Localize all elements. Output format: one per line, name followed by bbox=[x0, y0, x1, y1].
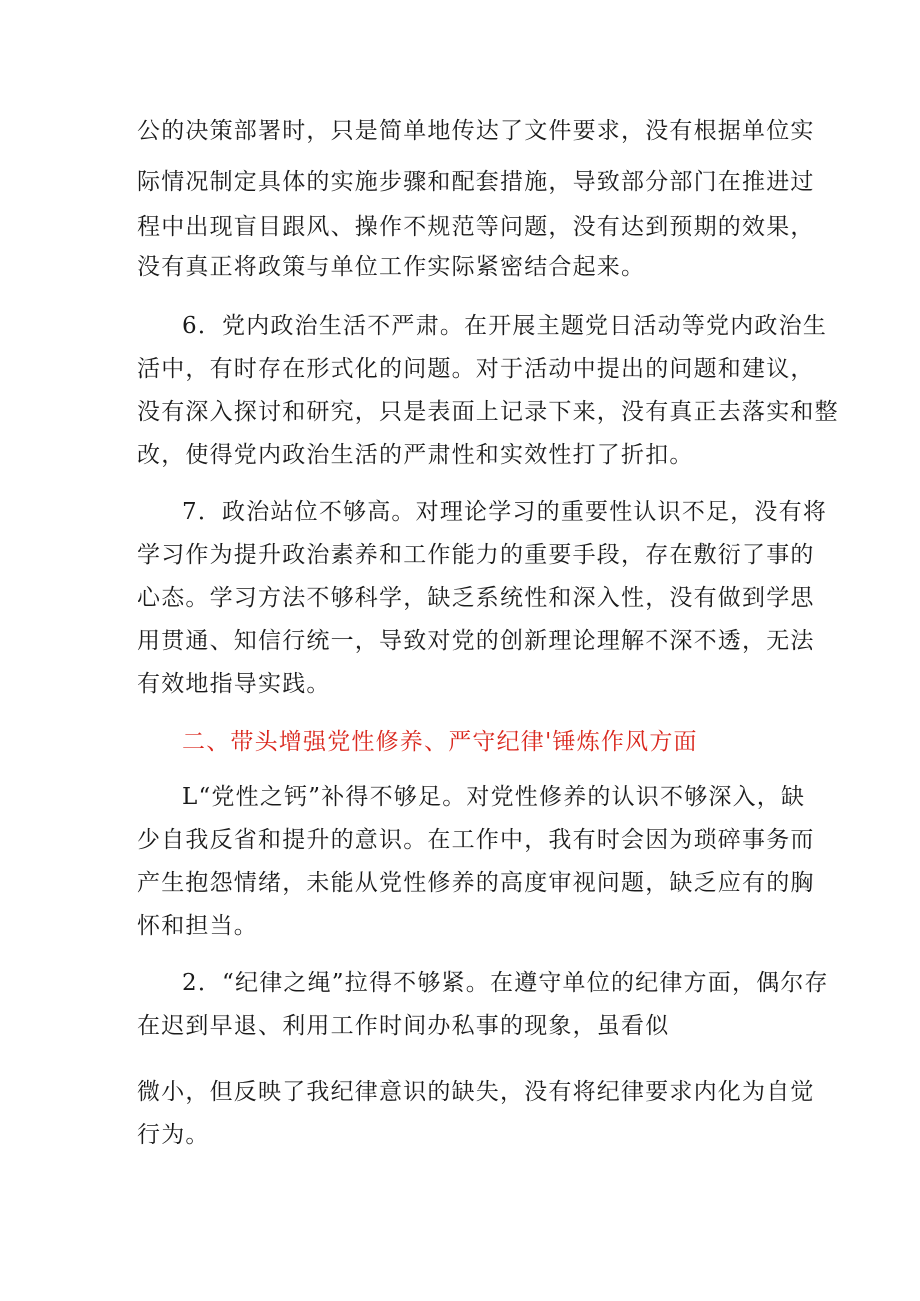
section-heading: 二、带头增强党性修养、严守纪律'锤炼作风方面 bbox=[182, 729, 698, 755]
paragraph-line: 微小，但反映了我纪律意识的缺失，没有将纪律要求内化为自觉 bbox=[137, 1079, 815, 1105]
paragraph-line: 际情况制定具体的实施步骤和配套措施，导致部分部门在推进过 bbox=[137, 169, 815, 195]
paragraph-line: 有效地指导实践。 bbox=[137, 671, 331, 697]
paragraph-line: 行为。 bbox=[137, 1122, 210, 1148]
paragraph-line: 怀和担当。 bbox=[137, 913, 258, 939]
paragraph-line: 2．“纪律之绳”拉得不够紧。在遵守单位的纪律方面，偶尔存 bbox=[182, 970, 829, 996]
paragraph-line: L“党性之钙”补得不够足。对党性修养的认识不够深入，缺 bbox=[182, 784, 806, 810]
paragraph-line: 改，使得党内政治生活的严肃性和实效性打了折扣。 bbox=[137, 442, 694, 468]
paragraph-line: 7．政治站位不够高。对理论学习的重要性认识不足，没有将 bbox=[182, 499, 828, 525]
paragraph-line: 6．党内政治生活不严肃。在开展主题党日活动等党内政治生 bbox=[182, 313, 828, 339]
paragraph-line: 没有深入探讨和研究，只是表面上记录下来，没有真正去落实和整 bbox=[137, 399, 839, 425]
paragraph-line: 活中，有时存在形式化的问题。对于活动中提出的问题和建议， bbox=[137, 356, 815, 382]
paragraph-line: 学习作为提升政治素养和工作能力的重要手段，存在敷衍了事的 bbox=[137, 542, 815, 568]
paragraph-line: 在迟到早退、利用工作时间办私事的现象，虽看似 bbox=[137, 1013, 670, 1039]
paragraph-line: 用贯通、知信行统一，导致对党的创新理论理解不深不透，无法 bbox=[137, 628, 815, 654]
paragraph-line: 产生抱怨情绪，未能从党性修养的高度审视问题，缺乏应有的胸 bbox=[137, 870, 815, 896]
paragraph-line: 心态。学习方法不够科学，缺乏系统性和深入性，没有做到学思 bbox=[137, 585, 815, 611]
paragraph-line: 少自我反省和提升的意识。在工作中，我有时会因为琐碎事务而 bbox=[137, 827, 815, 853]
paragraph-line: 程中出现盲目跟风、操作不规范等问题，没有达到预期的效果， bbox=[137, 214, 815, 240]
paragraph-line: 公的决策部署时，只是简单地传达了文件要求，没有根据单位实 bbox=[137, 118, 815, 144]
paragraph-line: 没有真正将政策与单位工作实际紧密结合起来。 bbox=[137, 254, 646, 280]
